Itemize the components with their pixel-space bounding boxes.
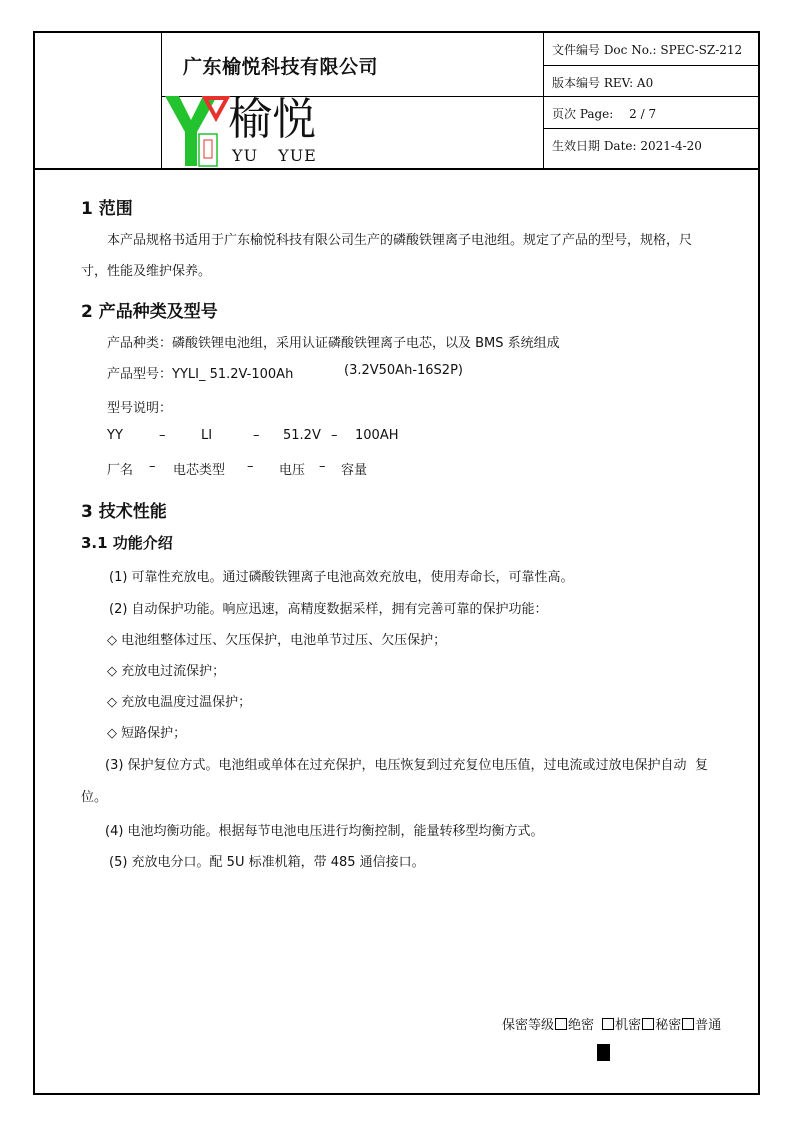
header-divider-right [543,31,544,169]
logo-red-triangle [205,98,227,118]
product-model: 产品型号：YYLI_ 51.2V-100Ah [107,367,294,382]
section-1-title: 1 范围 [81,199,133,219]
protection-item-4: ◇ 短路保护； [107,726,187,741]
level-top-secret: 绝密 [568,1018,595,1033]
header-divider-left [161,31,162,169]
page-info [552,105,656,122]
black-marker [597,1044,610,1061]
level-secret: 秘密 [655,1018,682,1033]
code-li: LI [201,428,213,443]
section-2-title: 2 产品种类及型号 [81,302,218,322]
meaning-cell-type: 电芯类型 [173,463,226,478]
code-dash-1: – [159,428,166,443]
confidentiality-level [502,1014,721,1033]
code-capacity: 100AH [355,428,399,443]
meaning-dash-1: – [149,459,156,474]
meaning-maker: 厂名 [107,463,134,478]
section-1-line-1: 本产品规格书适用于广东榆悦科技有限公司生产的磷酸铁锂离子电池组。规定了产品的型号，规格，尺 [107,233,693,248]
meta-row-rule-3 [543,128,760,129]
meaning-dash-3: – [319,459,326,474]
product-model-spec: (3.2V50Ah-16S2P) [344,363,463,378]
section-3-title: 3 技术性能 [81,502,167,522]
code-dash-2: – [253,428,260,443]
feature-4: (4) 电池均衡功能。根据每节电池电压进行均衡控制，能量转移型均衡方式。 [105,824,544,839]
page-label: 页次 Page: [552,107,614,121]
meta-row-rule-1 [543,65,760,66]
checkbox-normal [682,1018,694,1030]
protection-item-3: ◇ 充放电温度过温保护； [107,695,252,710]
revision: 版本编号 REV: A0 [552,76,654,90]
meaning-capacity: 容量 [341,463,368,478]
code-yy: YY [107,428,123,443]
feature-3-line-1: (3) 保护复位方式。电池组或单体在过充保护，电压恢复到过充复位电压值，过电流或过放电保护自动 [105,758,687,773]
code-dash-3: – [331,428,338,443]
protection-item-2: ◇ 充放电过流保护； [107,664,226,679]
effective-date: 生效日期 Date: 2021-4-20 [552,139,702,153]
level-confidential: 机密 [615,1018,642,1033]
checkbox-top-secret [555,1018,567,1030]
code-voltage: 51.2V [283,428,321,443]
header-bottom-rule [33,168,760,170]
feature-1: (1) 可靠性充放电。通过磷酸铁锂离子电池高效充放电，使用寿命长，可靠性高。 [109,570,574,585]
checkbox-secret [642,1018,654,1030]
company-name: 广东榆悦科技有限公司 [183,56,379,78]
feature-3-line-2: 位。 [81,790,108,805]
meaning-dash-2: – [247,459,254,474]
confidentiality-label: 保密等级 [502,1018,555,1033]
doc-number: 文件编号 Doc No.: SPEC-SZ-212 [552,43,743,57]
feature-5: (5) 充放电分口。配 5U 标准机箱，带 485 通信接口。 [109,855,425,870]
logo-white-block [199,134,217,166]
page-border [33,31,760,1095]
meaning-voltage: 电压 [279,463,306,478]
feature-3-wrap-char: 复 [695,758,709,773]
checkbox-confidential [602,1018,614,1030]
model-explanation-label: 型号说明： [107,401,173,416]
logo-english-text: YU YUE [232,146,317,165]
protection-item-1: ◇ 电池组整体过压、欠压保护，电池单节过压、欠压保护； [107,633,447,648]
section-1-line-2: 寸，性能及维护保养。 [81,264,212,279]
logo-chinese-text: 榆悦 [228,94,316,145]
level-normal: 普通 [695,1018,722,1033]
product-kind: 产品种类：磷酸铁锂电池组，采用认证磷酸铁锂离子电芯，以及 BMS 系统组成 [107,336,560,351]
page-number: 2 / 7 [629,107,657,121]
section-3-1-title: 3.1 功能介绍 [81,534,173,552]
feature-2: (2) 自动保护功能。响应迅速，高精度数据采样，拥有完善可靠的保护功能： [109,602,548,617]
meta-row-rule-2 [543,96,760,97]
